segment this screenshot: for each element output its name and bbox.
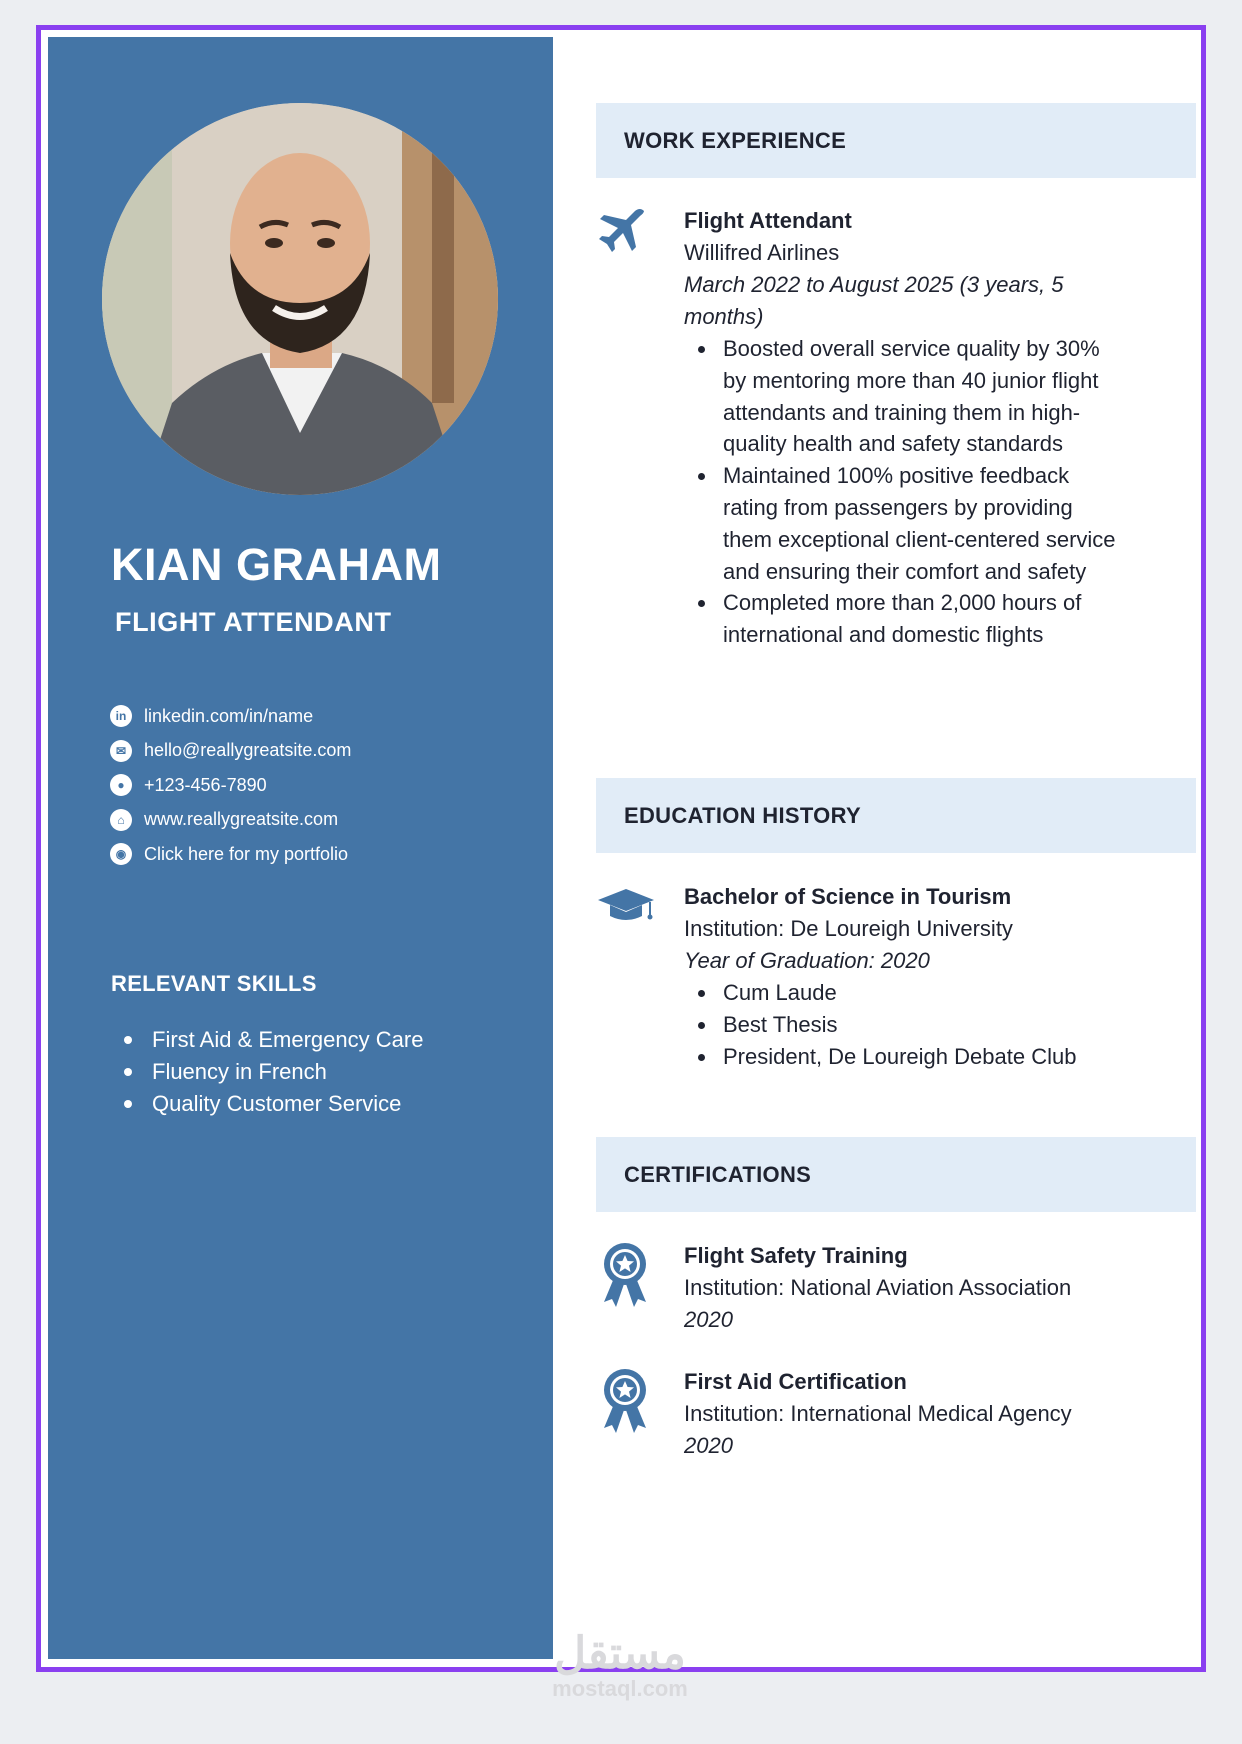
- certification-institution: Institution: International Medical Agency: [684, 1401, 1072, 1426]
- certification-entry-body: [684, 1240, 1124, 1336]
- education-entry-body: [684, 881, 1124, 1072]
- mail-icon: ✉: [110, 740, 132, 762]
- certification-institution: Institution: National Aviation Association: [684, 1275, 1072, 1300]
- education-bullet: Cum Laude: [696, 977, 1124, 1009]
- contact-phone[interactable]: [110, 768, 351, 803]
- sidebar: [48, 37, 553, 1659]
- work-entry-body: [684, 205, 1124, 651]
- contact-email-text: hello@reallygreatsite.com: [144, 740, 352, 761]
- education-institution: Institution: De Loureigh University: [684, 916, 1013, 941]
- work-bullets: [696, 333, 1124, 651]
- certification-year: 2020: [684, 1433, 733, 1458]
- profile-photo: [102, 103, 498, 495]
- contact-portfolio[interactable]: [110, 837, 351, 872]
- skill-item: Quality Customer Service: [124, 1088, 423, 1120]
- candidate-title: FLIGHT ATTENDANT: [115, 607, 392, 637]
- education-bullets: [696, 977, 1124, 1072]
- contact-list: [110, 699, 351, 872]
- work-experience-header: WORK EXPERIENCE: [596, 103, 1196, 178]
- home-icon: ⌂: [110, 809, 132, 831]
- candidate-name: KIAN GRAHAM: [111, 539, 442, 590]
- certification-name: Flight Safety Training: [684, 1243, 908, 1268]
- work-bullet: Completed more than 2,000 hours of international and domestic flights: [696, 587, 1124, 651]
- certification-name: First Aid Certification: [684, 1369, 907, 1394]
- contact-phone-text: +123-456-7890: [144, 774, 267, 795]
- watermark-latin: mostaql.com: [552, 1676, 688, 1701]
- contact-website[interactable]: [110, 803, 351, 838]
- certification-year: 2020: [684, 1307, 733, 1332]
- skill-item: Fluency in French: [124, 1056, 423, 1088]
- resume-page: [46, 35, 1196, 1662]
- watermark-arabic: مستقل: [554, 1629, 686, 1678]
- contact-linkedin[interactable]: [110, 699, 351, 734]
- award-ribbon-icon: [600, 1366, 650, 1441]
- contact-linkedin-text: linkedin.com/in/name: [144, 705, 314, 726]
- certification-entry-body: [684, 1366, 1124, 1462]
- work-dates: March 2022 to August 2025 (3 years, 5 months): [684, 272, 1064, 329]
- education-bullet: President, De Loureigh Debate Club: [696, 1041, 1124, 1073]
- watermark: [545, 1629, 695, 1702]
- skills-heading: RELEVANT SKILLS: [111, 971, 317, 996]
- resume-frame: [36, 25, 1206, 1672]
- user-icon: ●: [110, 774, 132, 796]
- skill-item: First Aid & Emergency Care: [124, 1024, 423, 1056]
- contact-portfolio-text: Click here for my portfolio: [144, 843, 349, 864]
- work-bullet: Maintained 100% positive feedback rating from passengers by providing them exceptional client-centered service and ensuring their comfort and safety: [696, 460, 1124, 587]
- certifications-header: CERTIFICATIONS: [596, 1137, 1196, 1212]
- education-year: Year of Graduation: 2020: [684, 948, 930, 973]
- education-bullet: Best Thesis: [696, 1009, 1124, 1041]
- contact-email[interactable]: [110, 734, 351, 769]
- work-company: Willifred Airlines: [684, 240, 840, 265]
- work-role: Flight Attendant: [684, 208, 852, 233]
- eye-icon: ◉: [110, 843, 132, 865]
- airplane-icon: [596, 205, 648, 262]
- education-degree: Bachelor of Science in Tourism: [684, 884, 1012, 909]
- graduation-cap-icon: [596, 885, 656, 930]
- linkedin-icon: in: [110, 705, 132, 727]
- work-bullet: Boosted overall service quality by 30% by mentoring more than 40 junior flight attendants and training them in high-quality health and safety standards: [696, 333, 1124, 460]
- contact-website-text: www.reallygreatsite.com: [144, 809, 339, 830]
- portrait-illustration: [102, 103, 498, 495]
- education-history-header: EDUCATION HISTORY: [596, 778, 1196, 853]
- award-ribbon-icon: [600, 1240, 650, 1315]
- skills-list: [124, 1024, 423, 1120]
